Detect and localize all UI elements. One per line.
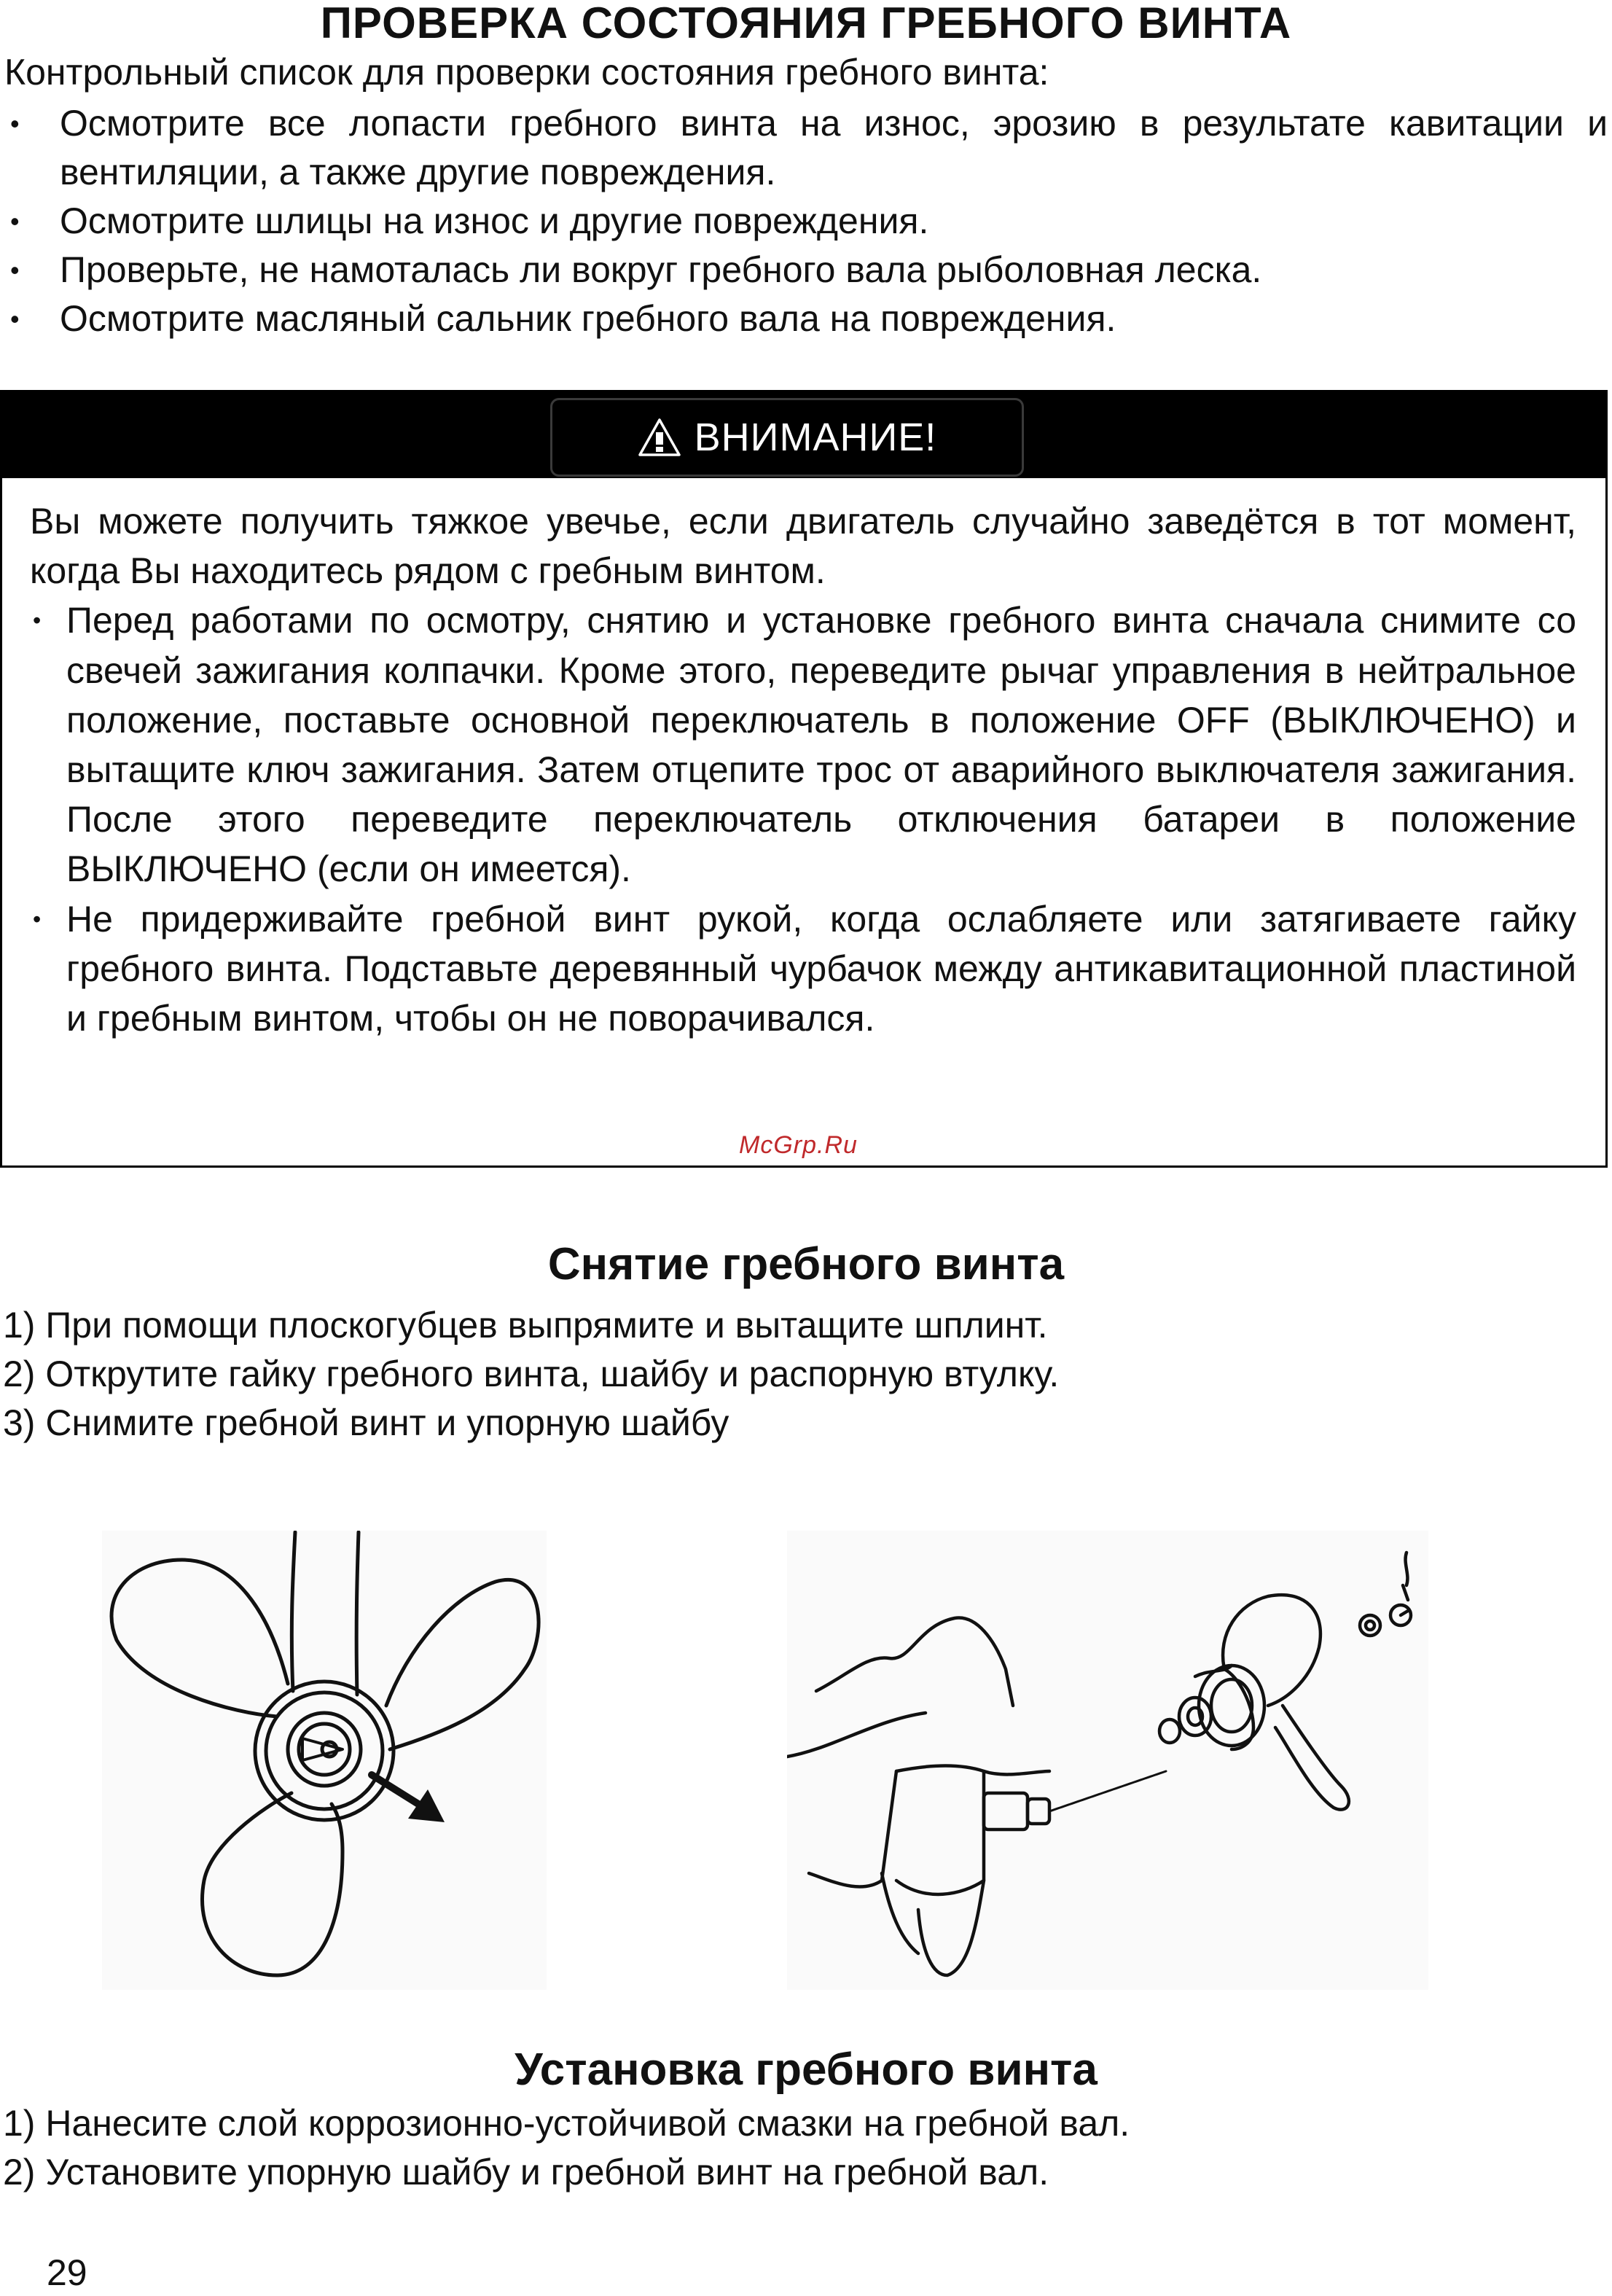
list-item: 1) Нанесите слой коррозионно-устойчивой смазки на гребной вал. bbox=[3, 2103, 1130, 2144]
propeller-front-illustration bbox=[102, 1531, 547, 1990]
list-item: 1) При помощи плоскогубцев выпрямите и вытащите шплинт. bbox=[3, 1305, 1048, 1346]
page-number: 29 bbox=[47, 2252, 87, 2293]
warning-badge bbox=[550, 398, 1024, 477]
list-item: 2) Открутите гайку гребного винта, шайбу и распорную втулку. bbox=[3, 1354, 1060, 1394]
warning-list bbox=[30, 596, 1576, 1043]
list-item: 2) Установите упорную шайбу и гребной винт на гребной вал. bbox=[3, 2152, 1049, 2192]
installation-steps bbox=[0, 2099, 1612, 2197]
warning-intro: Вы можете получить тяжкое увечье, если двигатель случайно заведётся в тот момент, когда Вы находитесь рядом с гребным винтом. bbox=[30, 501, 1576, 592]
warning-label: ВНИМАНИЕ! bbox=[694, 415, 937, 459]
list-item: • Осмотрите масляный сальник гребного вала на повреждения. bbox=[0, 294, 1612, 343]
list-item: • Не придерживайте гребной винт рукой, когда ослабляете или затягиваете гайку гребного винта. Подставьте деревянный чурбачок между антикавитационной пластиной и гребным винтом, чтобы он не поворачивался. bbox=[30, 894, 1576, 1044]
checklist-intro: Контрольный список для проверки состояния гребного винта: bbox=[4, 52, 1049, 93]
watermark: McGrp.Ru bbox=[739, 1131, 858, 1159]
removal-steps bbox=[0, 1301, 1612, 1448]
checklist bbox=[0, 99, 1612, 343]
page-title: ПРОВЕРКА СОСТОЯНИЯ ГРЕБНОГО ВИНТА bbox=[320, 0, 1292, 47]
list-item: • Проверьте, не намоталась ли вокруг гребного вала рыболовная леска. bbox=[0, 246, 1612, 294]
warning-header-band bbox=[2, 392, 1605, 478]
warning-triangle-icon bbox=[638, 418, 681, 457]
warning-body bbox=[30, 496, 1576, 1043]
warning-box bbox=[0, 390, 1608, 1168]
section-title-removal: Снятие гребного винта bbox=[547, 1239, 1065, 1289]
list-item: 3) Снимите гребной винт и упорную шайбу bbox=[3, 1402, 729, 1443]
list-item: • Осмотрите шлицы на износ и другие повреждения. bbox=[0, 197, 1612, 246]
propeller-exploded-illustration bbox=[787, 1531, 1428, 1990]
list-item: • Осмотрите все лопасти гребного винта на износ, эрозию в результате кавитации и вентиляции, а также другие повреждения. bbox=[0, 99, 1612, 197]
section-title-installation: Установка гребного винта bbox=[514, 2045, 1098, 2095]
list-item: • Перед работами по осмотру, снятию и установке гребного винта сначала снимите со свечей зажигания колпачки. Кроме этого, переведите рычаг управления в нейтральное положение, поставьте основной переключатель в положение OFF (ВЫКЛЮЧЕНО) и вытащите ключ зажигания. Затем отцепите трос от аварийного выключателя зажигания. После этого переведите переключатель отключения батареи в положение ВЫКЛЮЧЕНО (если он имеется). bbox=[30, 596, 1576, 894]
